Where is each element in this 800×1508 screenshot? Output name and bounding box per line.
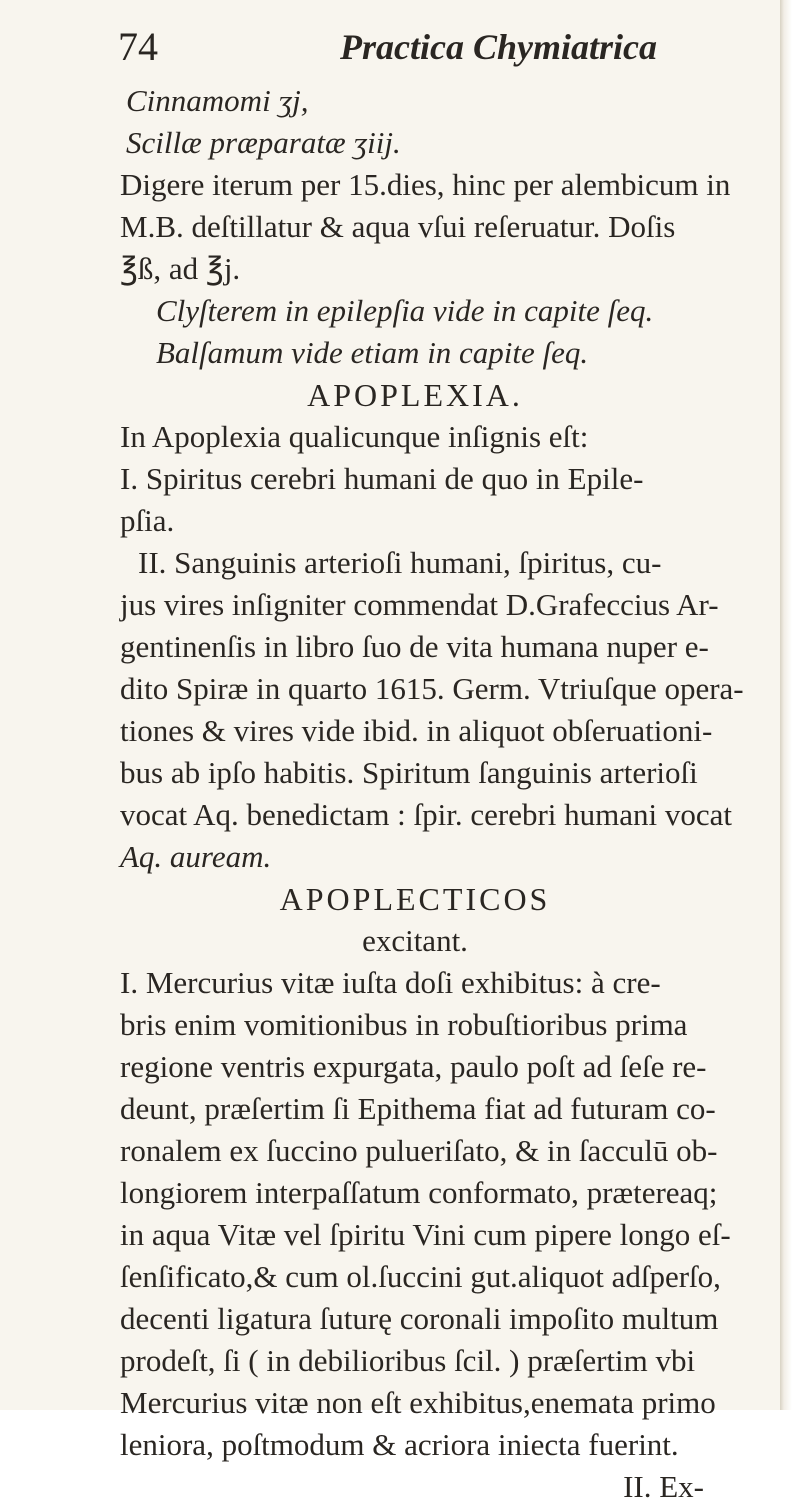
text-line: bus ab ipſo habitis. Spiritum ſanguinis arterioſi [120, 755, 698, 790]
text-line: gentinenſis in libro ſuo de vita humana nuper e- [120, 629, 709, 664]
text-line: jus vires inſigniter commendat D.Grafeccius Ar- [120, 587, 719, 622]
page-header [118, 22, 678, 72]
text-line: Aq. auream. [120, 839, 272, 874]
page-edge [780, 0, 800, 1410]
text-line: In Apoplexia qualicunque inſignis eſt: [120, 419, 589, 454]
text-line: dito Spiræ in quarto 1615. Germ. Vtriuſque opera- [120, 671, 744, 706]
text-line: Mercurius vitæ non eſt exhibitus,enemata primo [120, 1385, 716, 1420]
running-title: Practica Chymiatrica [340, 27, 657, 67]
text-line: ſenſificato,& cum ol.ſuccini gut.aliquot adſperſo, [120, 1259, 721, 1294]
body-text [120, 80, 744, 1508]
text-line: Clyſterem in epilepſia vide in capite ſeq. [156, 293, 654, 328]
text-line: prodeſt, ſi ( in debilioribus ſcil. ) præſertim vbi [120, 1343, 696, 1378]
text-line: vocat Aq. benedictam : ſpir. cerebri humani vocat [120, 797, 733, 832]
text-line: pſia. [120, 503, 175, 538]
text-line: decenti ligatura ſuturę coronali impoſito multum [120, 1301, 719, 1336]
text-line: I. Mercurius vitæ iuſta doſi exhibitus: à cre- [120, 965, 661, 1000]
text-line: M.B. deſtillatur & aqua vſui reſeruatur. Doſis [120, 209, 676, 244]
text-line: deunt, præſertim ſi Epithema fiat ad futuram co- [120, 1091, 716, 1126]
text-line: ronalem ex ſuccino pulueriſato, & in ſacculū ob- [120, 1133, 718, 1168]
page-number: 74 [118, 24, 158, 69]
section-heading-apoplexia: APOPLEXIA. [307, 377, 523, 413]
text-line: ℥ß, ad ℥j. [120, 251, 241, 286]
text-line: I. Spiritus cerebri humani de quo in Epile- [120, 461, 644, 496]
catchword: II. Ex- [623, 1469, 704, 1504]
text-line: Balſamum vide etiam in capite ſeq. [156, 335, 589, 370]
text-line: leniora, poſtmodum & acriora iniecta fuerint. [120, 1427, 679, 1462]
text-line: bris enim vomitionibus in robuſtioribus prima [120, 1007, 688, 1042]
text-line: longiorem interpaſſatum conformato, prætereaq; [120, 1175, 718, 1210]
text-line: tiones & vires vide ibid. in aliquot obſeruationi- [120, 713, 713, 748]
section-subheading: excitant. [362, 923, 468, 958]
recipe-line: Scillæ præparatæ ʒiij. [126, 125, 401, 160]
text-line: Digere iterum per 15.dies, hinc per alembicum in [120, 167, 731, 202]
text-line: II. Sanguinis arterioſi humani, ſpiritus, cu- [138, 545, 662, 580]
text-line: regione ventris expurgata, paulo poſt ad ſeſe re- [120, 1049, 707, 1084]
recipe-line: Cinnamomi ʒj, [126, 83, 309, 118]
text-line: in aqua Vitæ vel ſpiritu Vini cum pipere longo eſ- [120, 1217, 731, 1252]
section-heading-apoplecticos: APOPLECTICOS [279, 881, 551, 917]
